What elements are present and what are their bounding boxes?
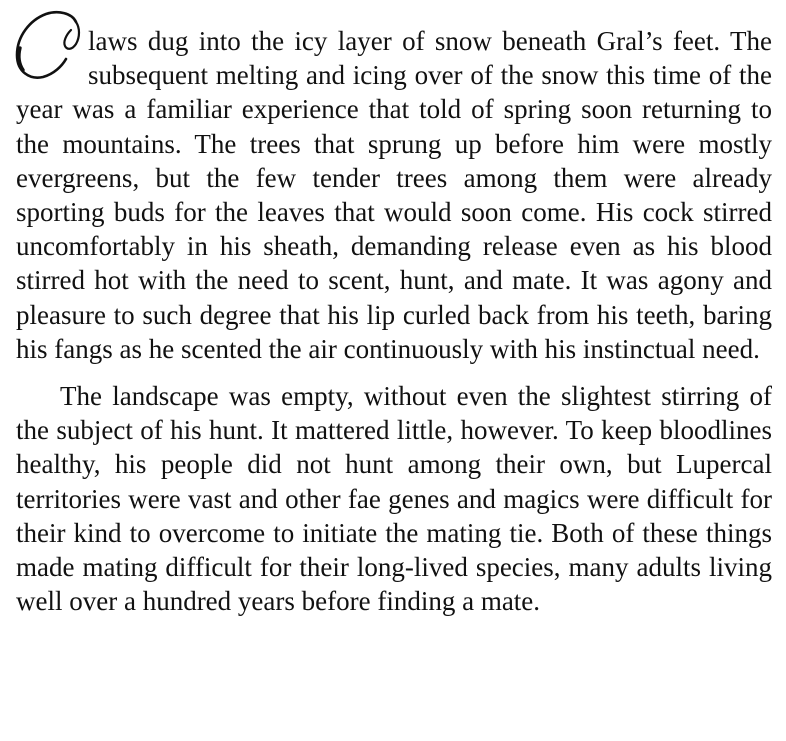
paragraph-2-text: The landscape was empty, without even the slightest stirring of the subject of his hunt. It mattered little, however. To keep bloodlines healthy, his people did not hunt among their own, but Lupercal territories were vast and other fae genes and magics were difficult for their kind to overcome to initiate the mating tie. Both of these things made mating difficult for their long-lived species, many adults living well over a hundred years before finding a mate. bbox=[16, 381, 772, 617]
dropcap-c bbox=[10, 10, 86, 74]
dropcap-letter bbox=[10, 90, 11, 91]
paragraph-1 bbox=[16, 24, 772, 366]
dropcap-c-glyph bbox=[10, 10, 86, 90]
paragraph-1-text: laws dug into the icy layer of snow beneath Gral’s feet. The subsequent melting and icing over of the snow this time of the year was a familiar experience that told of spring soon returning to the mountains. The trees that sprung up before him were mostly evergreens, but the few tender trees among them were already sporting buds for the leaves that would soon come. His cock stirred uncomfortably in his sheath, demanding release even as his blood stirred hot with the need to scent, hunt, and mate. It was agony and pleasure to such degree that his lip curled back from his teeth, baring his fangs as he scented the air continuously with his instinctual need. bbox=[16, 26, 772, 364]
document-page bbox=[16, 24, 772, 618]
paragraph-2 bbox=[16, 379, 772, 618]
